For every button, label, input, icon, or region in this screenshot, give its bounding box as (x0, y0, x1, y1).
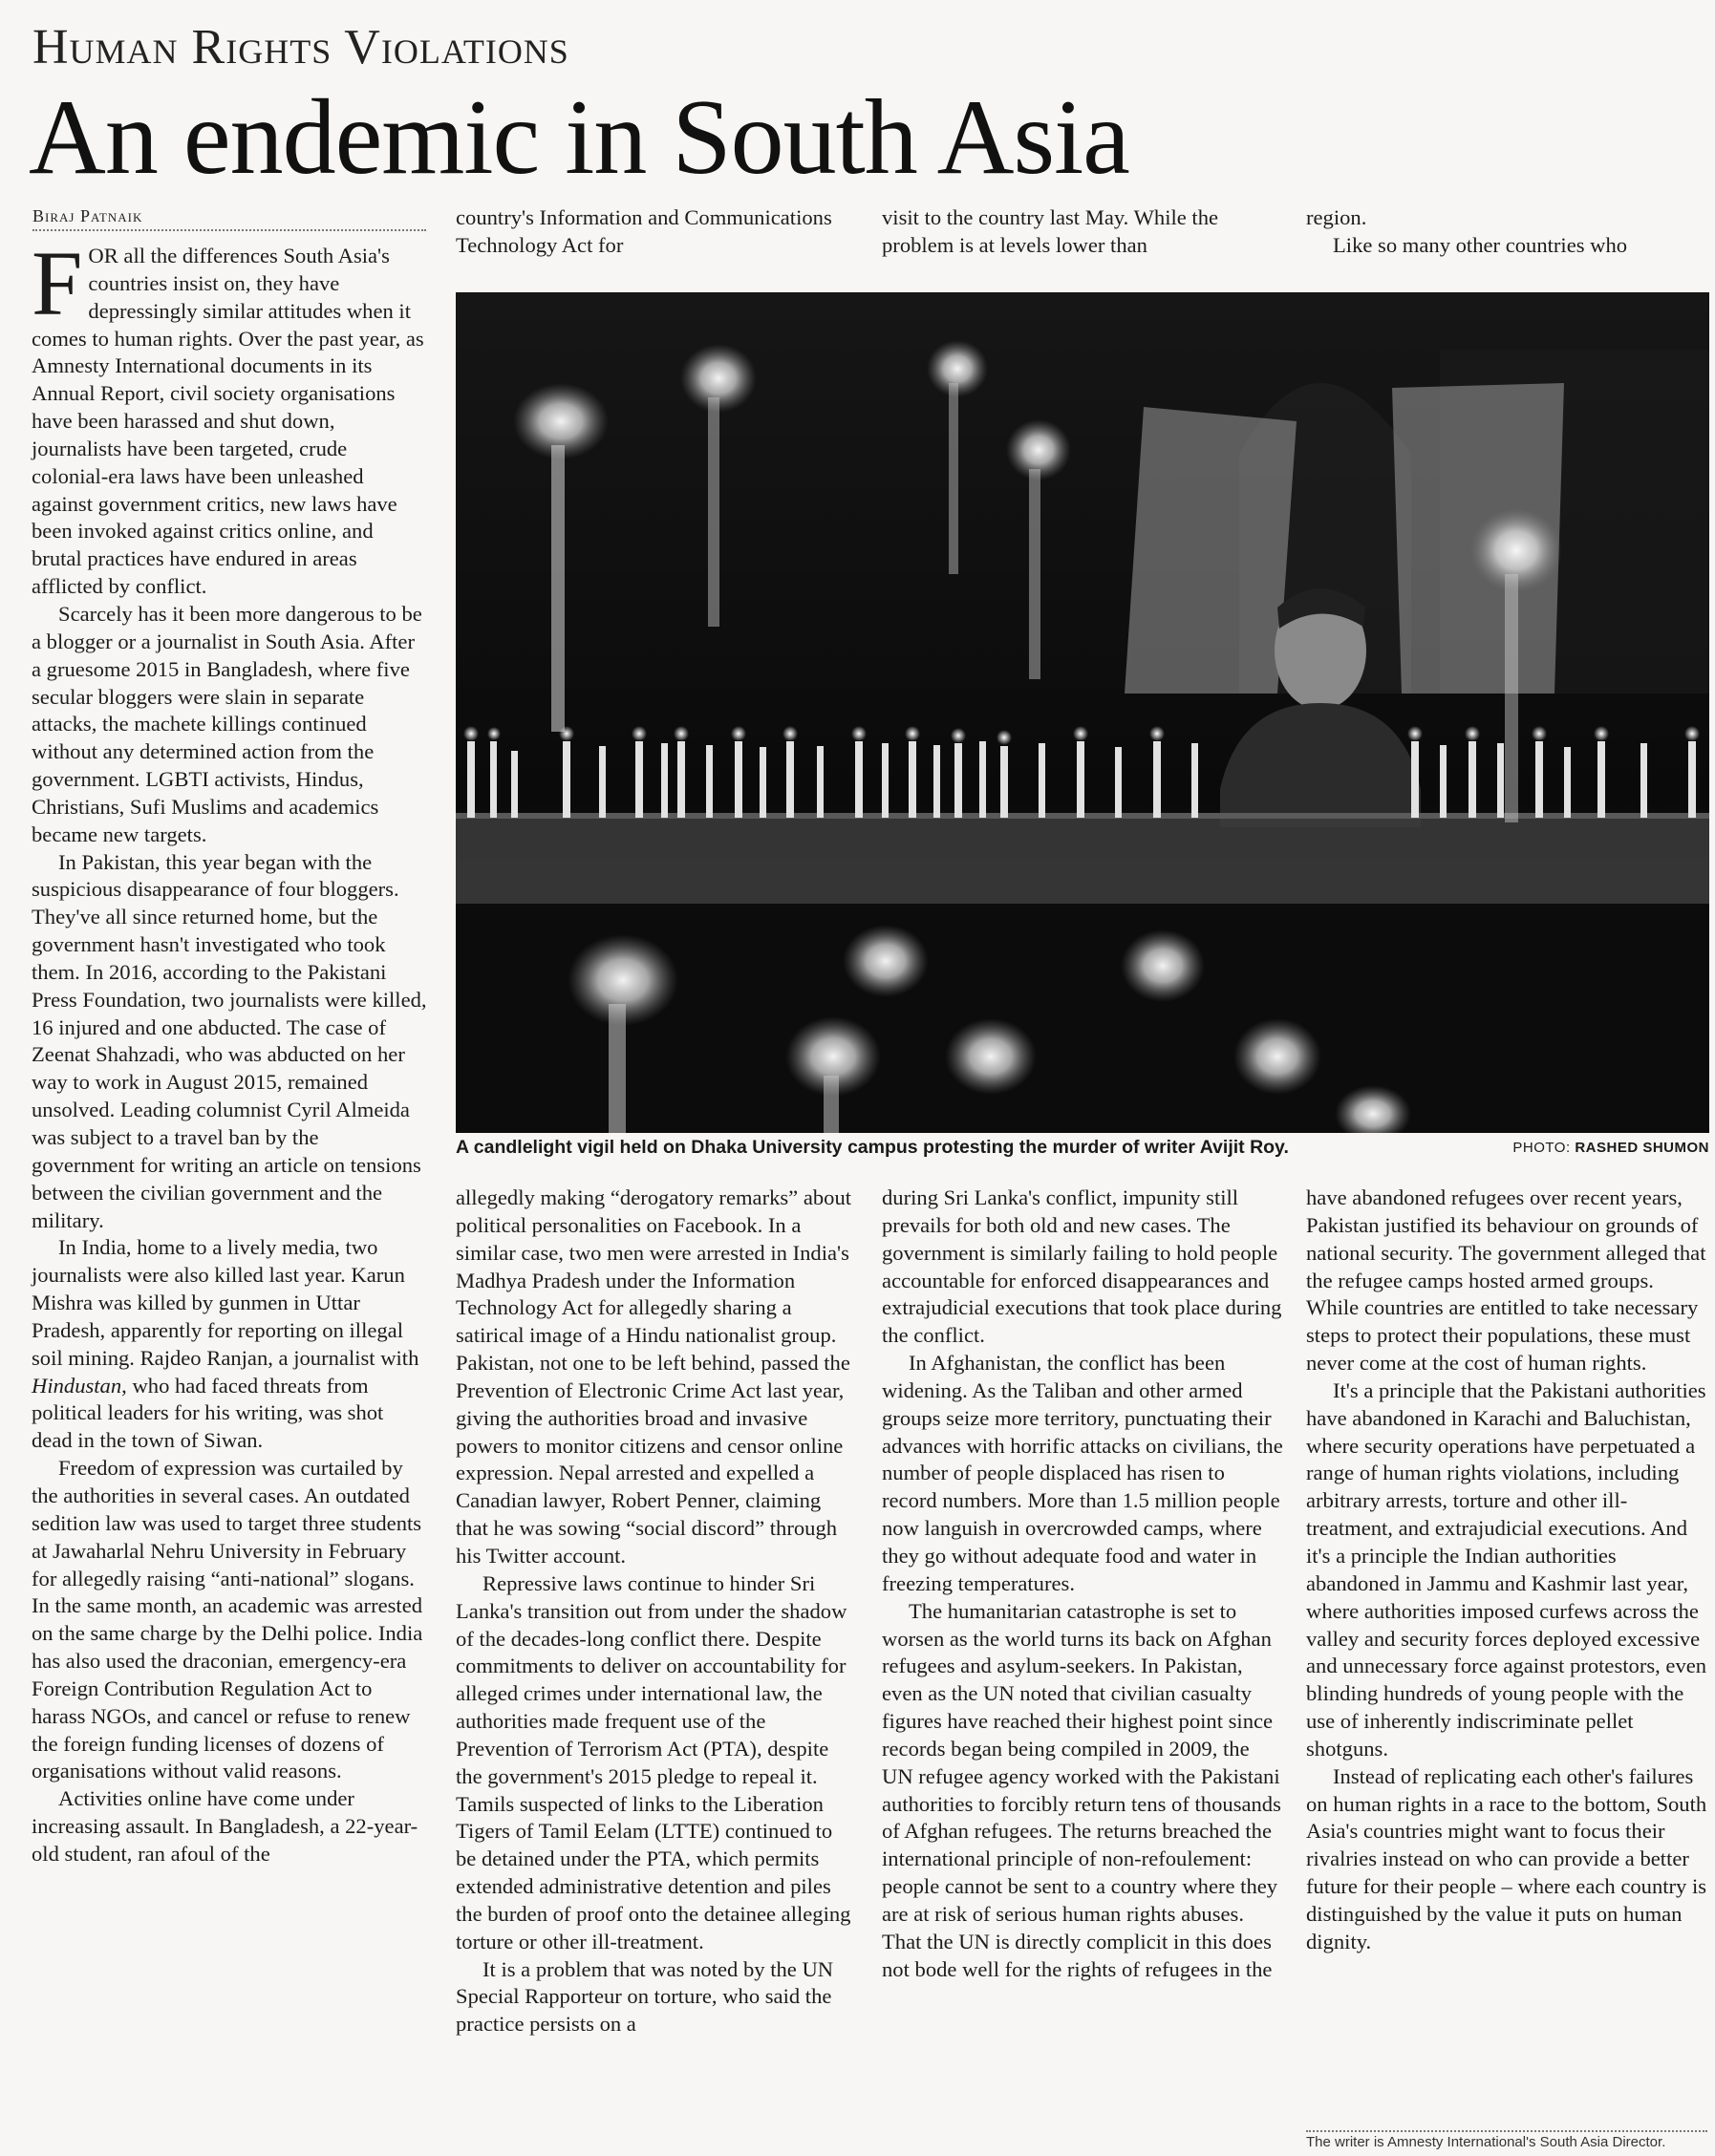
drop-cap: F (32, 232, 83, 334)
paragraph: It's a principle that the Pakistani authorities have abandoned in Karachi and Baluchistan, where security operations have perpetuated a range of human rights violations, including arbitrary arrests, torture and other ill-treatment, and extrajudicial executions. And it's a principle the Indian authorities abandoned in Jammu and Kashmir last year, where authorities imposed curfews across the valley and security forces deployed excessive and unnecessary force against protestors, even blinding hundreds of young people with the use of inherently indiscriminate pellet shotguns. (1306, 1377, 1707, 1761)
paragraph: Freedom of expression was curtailed by the authorities in several cases. An outdated sedition law was used to target three students at Jawaharlal Nehru University in February for allegedly raising “anti-national” slogans. In the same month, an academic was arrested on the same charge by the Delhi police. India has also used the draconian, emergency-era Foreign Contribution Regulation Act to harass NGOs, and cancel or refuse to renew the foreign funding licenses of dozens of organisations without valid reasons. (32, 1456, 423, 1783)
headline: An endemic in South Asia (29, 78, 1129, 197)
vigil-photo (456, 292, 1709, 1133)
paragraph: have abandoned refugees over recent years, Pakistan justified its behaviour on grounds of national security. The government alleged that the refugee camps hosted armed groups. While countries are entitled to take necessary steps to protect their populations, these must never come at the cost of human rights. (1306, 1185, 1706, 1376)
paragraph: FOR all the differences South Asia's countries insist on, they have depressingly similar attitudes when it comes to human rights. Over the past year, as Amnesty International documents in its Annual Report, civil society organisations have been harassed and shut down, journalists have been targeted, crude colonial-era laws have been unleashed against government critics, new laws have been invoked against critics online, and brutal practices have endured in areas afflicted by conflict. (32, 232, 424, 599)
column-3-top: visit to the country last May. While the problem is at levels lower than (882, 205, 1219, 257)
paragraph: Scarcely has it been more dangerous to be a blogger or a journalist in South Asia. After a gruesome 2015 in Bangladesh, where five secular bloggers were slain in separate attacks, the machete killings continued without any determined action from the government. LGBTI activists, Hindus, Christians, Sufi Muslims and academics became new targets. (32, 601, 422, 846)
byline: Biraj Patnaik (32, 206, 426, 231)
photo-credit: PHOTO: RASHED SHUMON (1512, 1140, 1709, 1156)
column-3 (882, 1185, 1283, 1983)
paragraph: allegedly making “derogatory remarks” about political personalities on Facebook. In a similar case, two men were arrested in India's Madhya Pradesh under the Information Technology Act for allegedly sharing a satirical image of a Hindu nationalist group. Pakistan, not one to be left behind, passed the Prevention of Electronic Crime Act last year, giving the authorities broad and invasive powers to monitor citizens and censor online expression. Nepal arrested and expelled a Canadian lawyer, Robert Penner, claiming that he was sowing “social discord” through his Twitter account. (456, 1185, 852, 1568)
column-2 (456, 1185, 857, 2039)
paragraph: Repressive laws continue to hinder Sri Lanka's transition out from under the shadow of the decades-long conflict there. Despite commitments to deliver on accountability for alleged crimes under international law, the authorities made frequent use of the Prevention of Terrorism Act (PTA), despite the government's 2015 pledge to repeal it. Tamils suspected of links to the Liberation Tigers of Tamil Eelam (LTTE) continued to be detained under the PTA, which permits extended administrative detention and piles the burden of proof onto the detainee alleging torture or other ill-treatment. (456, 1570, 851, 1953)
paragraph: The humanitarian catastrophe is set to worsen as the world turns its back on Afghan refugees and asylum-seekers. In Pakistan, even as the UN noted that civilian casualty figures have reached their highest point since records began being compiled in 2009, the UN refugee agency worked with the Pakistani authorities to forcibly return tens of thousands of Afghan refugees. The returns breached the international principle of non-refoulement: people cannot be sent to a country where they are at risk of serious human rights abuses. That the UN is directly complicit in this does not bode well for the rights of refugees in the (882, 1598, 1281, 1981)
column-4-top: region. Like so many other countries who (1306, 205, 1628, 257)
paragraph: It is a problem that was noted by the UN Special Rapporteur on torture, who said the practice persists on a (456, 1956, 834, 2037)
paragraph: during Sri Lanka's conflict, impunity still prevails for both old and new cases. The government is similarly failing to hold people accountable for enforced disappearances and extrajudicial executions that took place during the conflict. (882, 1185, 1282, 1348)
photo-caption: A candlelight vigil held on Dhaka University campus protesting the murder of writer Avijit Roy. (456, 1137, 1289, 1158)
column-1 (32, 232, 427, 1868)
kicker: Human Rights Violations (32, 20, 569, 75)
paragraph: Instead of replicating each other's failures on human rights in a race to the bottom, South Asia's countries might want to focus their rivalries instead on who can provide a better future for their people – where each country is distinguished by the value it puts on human dignity. (1306, 1763, 1707, 1953)
column-4 (1306, 1185, 1707, 1956)
column-2-top: country's Information and Communications Technology Act for (456, 205, 832, 257)
paragraph: In India, home to a lively media, two journalists were also killed last year. Karun Mishra was killed by gunmen in Uttar Pradesh, apparently for reporting on illegal soil mining. Rajdeo Ranjan, a journalist with Hindustan, who had faced threats from political leaders for his writing, was shot dead in the town of Siwan. (32, 1235, 419, 1453)
paragraph: Activities online have come under increasing assault. In Bangladesh, a 22-year-old student, ran afoul of the (32, 1786, 418, 1866)
photo-caption-bar (456, 1137, 1709, 1167)
writer-note: The writer is Amnesty International's South Asia Director. (1306, 2130, 1707, 2150)
paragraph: In Afghanistan, the conflict has been widening. As the Taliban and other armed groups seize more territory, punctuating their advances with horrific attacks on civilians, the number of people displaced has risen to record numbers. More than 1.5 million people now languish in overcrowded camps, where they go without adequate food and water in freezing temperatures. (882, 1351, 1283, 1595)
candlelight-vigil-image (456, 292, 1709, 1133)
paragraph: In Pakistan, this year began with the suspicious disappearance of four bloggers. They've all since returned home, but the government hasn't investigated who took them. In 2016, according to the Pakistani Press Foundation, two journalists were killed, 16 injured and one abducted. The case of Zeenat Shahzadi, who was abducted on her way to work in August 2015, remained unsolved. Leading columnist Cyril Almeida was subject to a travel ban by the government for writing an article on tensions between the civilian government and the military. (32, 849, 427, 1232)
